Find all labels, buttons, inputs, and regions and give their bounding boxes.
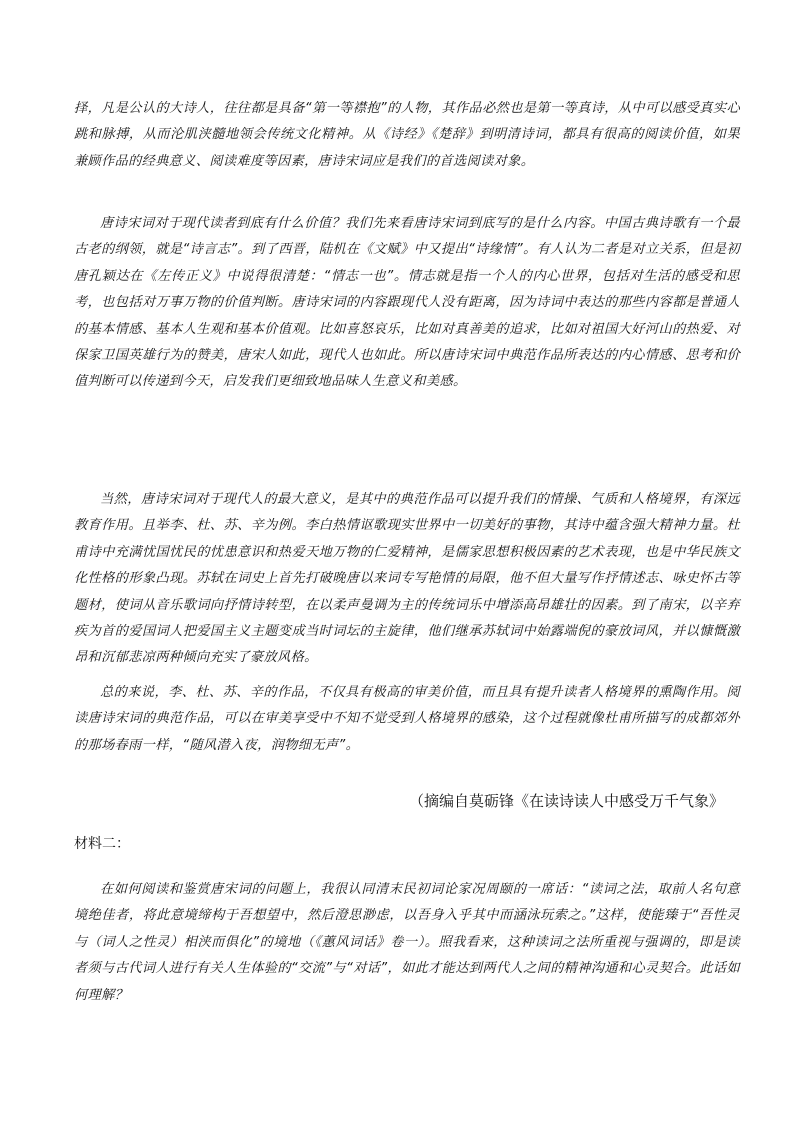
paragraph-2: 唐诗宋词对于现代读者到底有什么价值？我们先来看唐诗宋词到底写的是什么内容。中国古典诗歌有一个最古老的纲领，就是“诗言志”。到了西晋，陆机在《文赋》中又提出“诗缘情”。有人认为二者是对立关系，但是初唐孔颖达在《左传正义》中说得很清楚：“情志一也”。情志就是指一个人的内心世界，包括对生活的感受和思考，也包括对万事万物的价值判断。唐诗宋词的内容跟现代人没有距离，因为诗词中表达的那些内容都是普通人的基本情感、基本人生观和基本价值观。比如喜怒哀乐，比如对真善美的追求，比如对祖国大好河山的热爱、对保家卫国英雄行为的赞美，唐宋人如此，现代人也如此。所以唐诗宋词中典范作品所表达的内心情感、思考和价值判断可以传递到今天，启发我们更细致地品味人生意义和美感。 <box>74 216 740 390</box>
section-title: 材料二： <box>74 836 130 852</box>
paragraph-5: 在如何阅读和鉴赏唐宋词的问题上，我很认同清末民初词论家况周颐的一席话：“读词之法，取前人名句意境绝佳者，将此意境缔构于吾想望中，然后澄思渺虑，以吾身入乎其中而涵泳玩索之。”这样，使能臻于“吾性灵与（词人之性灵）相浃而俱化”的境地（《蕙风词话》卷一）。照我看来，这种读词之法所重视与强调的，即是读者须与古代词人进行有关人生体验的“交流”与“对话”，如此才能达到两代人之间的精神沟通和心灵契合。此话如何理解？ <box>74 882 740 1003</box>
paragraph-1: 择，凡是公认的大诗人，往往都是具备“第一等襟抱”的人物，其作品必然也是第一等真诗，从中可以感受真实心跳和脉搏，从而沦肌浃髓地领会传统文化精神。从《诗经》《楚辞》到明清诗词，都具有很高的阅读价值，如果兼顾作品的经典意义、阅读难度等因素，唐诗宋词应是我们的首选阅读对象。 <box>74 101 740 169</box>
source-citation: （摘编自莫砺锋《在读诗读人中感受万千气象》 <box>408 792 724 810</box>
paragraph-4: 总的来说，李、杜、苏、辛的作品，不仅具有极高的审美价值，而且具有提升读者人格境界的熏陶作用。阅读唐诗宋词的典范作品，可以在审美享受中不知不觉受到人格境界的感染，这个过程就像杜甫所描写的成都郊外的那场春雨一样，“随风潜入夜，润物细无声”。 <box>74 685 740 753</box>
paragraph-3: 当然，唐诗宋词对于现代人的最大意义，是其中的典范作品可以提升我们的情操、气质和人格境界，有深远教育作用。且举李、杜、苏、辛为例。李白热情讴歌现实世界中一切美好的事物，其诗中蕴含强大精神力量。杜甫诗中充满忧国忧民的忧患意识和热爱天地万物的仁爱精神，是儒家思想积极因素的艺术表现，也是中华民族文化性格的形象凸现。苏轼在词史上首先打破晚唐以来词专写艳情的局限，他不但大量写作抒情述志、咏史怀古等题材，使词从音乐歌词向抒情诗转型，在以柔声曼调为主的传统词乐中增添高昂雄壮的因素。到了南宋，以辛弃疾为首的爱国词人把爱国主义主题变成当时词坛的主旋律，他们继承苏轼词中始露端倪的豪放词风，并以慷慨激昂和沉郁悲凉两种倾向充实了豪放风格。 <box>74 492 740 666</box>
